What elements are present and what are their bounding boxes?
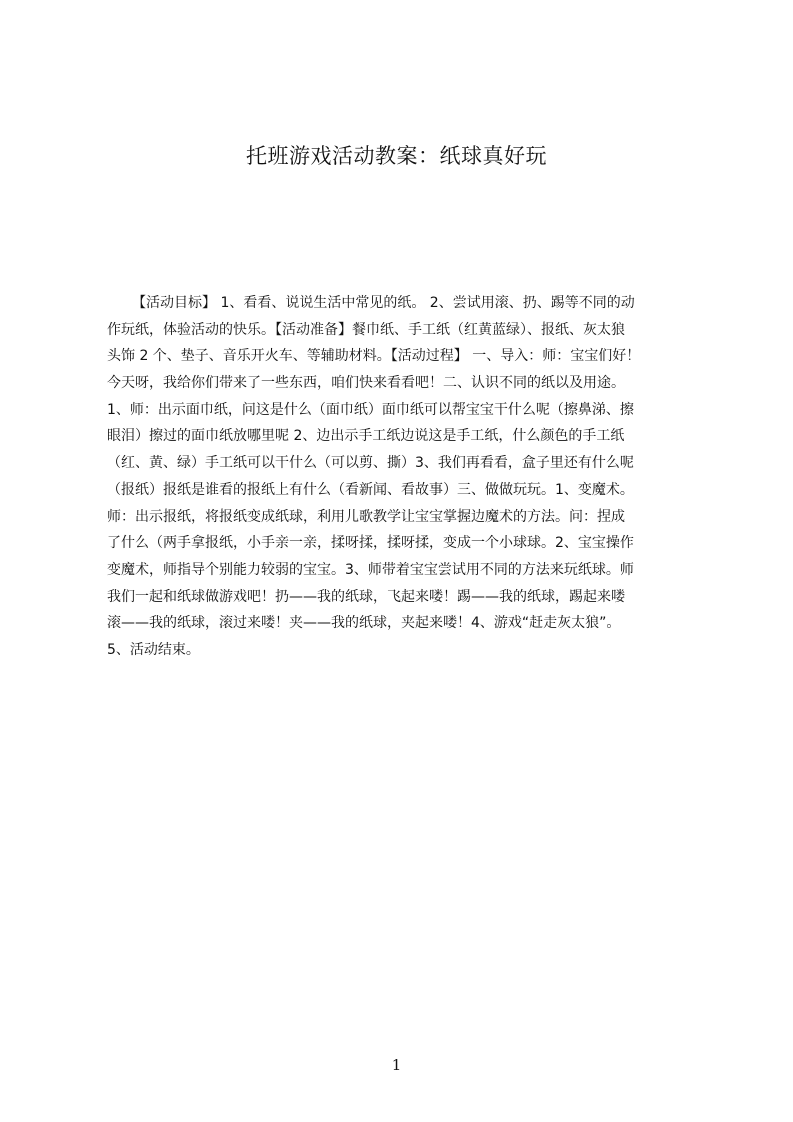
paragraph-line: 了什么（两手拿报纸，小手亲一亲，揉呀揉，揉呀揉，变成一个小球球。2、宝宝操作	[107, 535, 634, 552]
paragraph-line: 滚——我的纸球，滚过来喽！夹——我的纸球，夹起来喽！4、游戏“赶走灰太狼”。	[107, 615, 621, 632]
paragraph-line: 师：出示报纸，将报纸变成纸球，利用儿歌教学让宝宝掌握边魔术的方法。问：捏成	[107, 508, 625, 525]
paragraph-line: 作玩纸，体验活动的快乐。【活动准备】餐巾纸、手工纸（红黄蓝绿）、报纸、灰太狼	[107, 321, 625, 338]
paragraph-line: 【活动目标】 1、看看、说说生活中常见的纸。 2、尝试用滚、扔、踢等不同的动	[132, 295, 635, 311]
paragraph-line: 1、师：出示面巾纸，问这是什么（面巾纸）面巾纸可以帮宝宝干什么呢（擦鼻涕、擦	[107, 401, 634, 418]
paragraph-line: 5、活动结束。	[107, 641, 200, 658]
paragraph-line: 头饰 2 个、垫子、音乐开火车、等辅助材料。【活动过程】 一、导入：师：宝宝们好！	[107, 348, 641, 365]
paragraph-line: 今天呀，我给你们带来了一些东西，咱们快来看看吧！二、认识不同的纸以及用途。	[107, 375, 625, 392]
paragraph-line: 变魔术，师指导个别能力较弱的宝宝。3、师带着宝宝尝试用不同的方法来玩纸球。师	[107, 561, 634, 578]
page-number: 1	[391, 1056, 402, 1074]
body-paragraph	[107, 290, 700, 664]
paragraph-line: （红、黄、绿）手工纸可以干什么（可以剪、撕）3、我们再看看，盒子里还有什么呢	[107, 455, 634, 472]
paragraph-line: 我们一起和纸球做游戏吧！扔——我的纸球，飞起来喽！踢——我的纸球，踢起来喽	[107, 588, 625, 605]
paragraph-line: （报纸）报纸是谁看的报纸上有什么（看新闻、看故事）三、做做玩玩。1、变魔术。	[107, 481, 634, 498]
document-title: 托班游戏活动教案：纸球真好玩	[246, 144, 547, 168]
paragraph-line: 眼泪）擦过的面巾纸放哪里呢 2、边出示手工纸边说这是手工纸，什么颜色的手工纸	[107, 428, 625, 445]
